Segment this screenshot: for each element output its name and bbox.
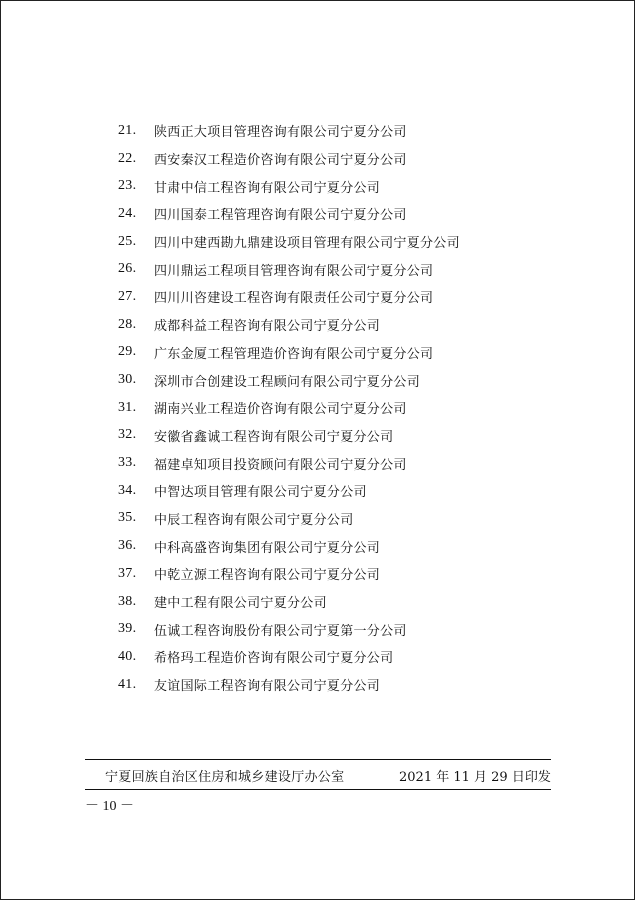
company-name: 希格玛工程造价咨询有限公司宁夏分公司	[154, 651, 394, 667]
company-name: 中乾立源工程咨询有限公司宁夏分公司	[154, 568, 381, 584]
item-number: 28.	[118, 316, 137, 332]
company-list	[118, 117, 558, 698]
item-number: 33.	[118, 455, 137, 471]
item-number: 34.	[118, 482, 137, 498]
list-item	[118, 671, 558, 699]
item-number: 26.	[118, 261, 137, 277]
list-item	[118, 505, 558, 533]
list-item	[118, 394, 558, 422]
item-number: 27.	[118, 288, 137, 304]
item-number: 31.	[118, 399, 137, 415]
list-item	[118, 560, 558, 588]
list-item	[118, 255, 558, 283]
list-item	[118, 588, 558, 616]
company-name: 四川中建西勘九鼎建设项目管理有限公司宁夏分公司	[154, 236, 460, 252]
item-number: 22.	[118, 150, 137, 166]
footer-bottom-rule	[85, 789, 551, 790]
item-number: 41.	[118, 676, 137, 692]
list-item	[118, 532, 558, 560]
list-item	[118, 615, 558, 643]
company-name: 中科高盛咨询集团有限公司宁夏分公司	[154, 540, 381, 556]
list-item	[118, 422, 558, 450]
list-item	[118, 339, 558, 367]
item-number: 25.	[118, 233, 137, 249]
company-name: 伍诚工程咨询股份有限公司宁夏第一分公司	[154, 623, 407, 639]
company-name: 成都科益工程咨询有限公司宁夏分公司	[154, 319, 381, 335]
company-name: 四川国泰工程管理咨询有限公司宁夏分公司	[154, 208, 407, 224]
company-name: 西安秦汉工程造价咨询有限公司宁夏分公司	[154, 153, 407, 169]
company-name: 中辰工程咨询有限公司宁夏分公司	[154, 512, 354, 528]
company-name: 四川鼎运工程项目管理咨询有限公司宁夏分公司	[154, 263, 434, 279]
company-name: 福建卓知项目投资顾问有限公司宁夏分公司	[154, 457, 407, 473]
item-number: 23.	[118, 178, 137, 194]
issue-date: 2021 年 11 月 29 日印发	[399, 770, 551, 785]
list-item	[118, 145, 558, 173]
list-item	[118, 643, 558, 671]
company-name: 四川川咨建设工程咨询有限责任公司宁夏分公司	[154, 291, 434, 307]
item-number: 24.	[118, 205, 137, 221]
issuing-office: 宁夏回族自治区住房和城乡建设厅办公室	[105, 770, 345, 785]
list-item	[118, 200, 558, 228]
item-number: 40.	[118, 648, 137, 664]
item-number: 36.	[118, 538, 137, 554]
list-item	[118, 366, 558, 394]
list-item	[118, 117, 558, 145]
footer-top-rule	[85, 759, 551, 760]
item-number: 37.	[118, 565, 137, 581]
page-number: － 10 －	[85, 799, 134, 814]
company-name: 中智达项目管理有限公司宁夏分公司	[154, 485, 367, 501]
item-number: 39.	[118, 621, 137, 637]
company-name: 深圳市合创建设工程顾问有限公司宁夏分公司	[154, 374, 421, 390]
item-number: 32.	[118, 427, 137, 443]
item-number: 21.	[118, 122, 137, 138]
list-item	[118, 477, 558, 505]
company-name: 陕西正大项目管理咨询有限公司宁夏分公司	[154, 125, 407, 141]
list-item	[118, 228, 558, 256]
company-name: 建中工程有限公司宁夏分公司	[154, 596, 327, 612]
list-item	[118, 449, 558, 477]
item-number: 29.	[118, 344, 137, 360]
list-item	[118, 311, 558, 339]
company-name: 甘肃中信工程咨询有限公司宁夏分公司	[154, 180, 381, 196]
item-number: 38.	[118, 593, 137, 609]
company-name: 广东金厦工程管理造价咨询有限公司宁夏分公司	[154, 346, 434, 362]
list-item	[118, 283, 558, 311]
item-number: 30.	[118, 372, 137, 388]
company-name: 安徽省鑫诚工程咨询有限公司宁夏分公司	[154, 429, 394, 445]
company-name: 友谊国际工程咨询有限公司宁夏分公司	[154, 679, 381, 695]
company-name: 湖南兴业工程造价咨询有限公司宁夏分公司	[154, 402, 407, 418]
list-item	[118, 172, 558, 200]
item-number: 35.	[118, 510, 137, 526]
